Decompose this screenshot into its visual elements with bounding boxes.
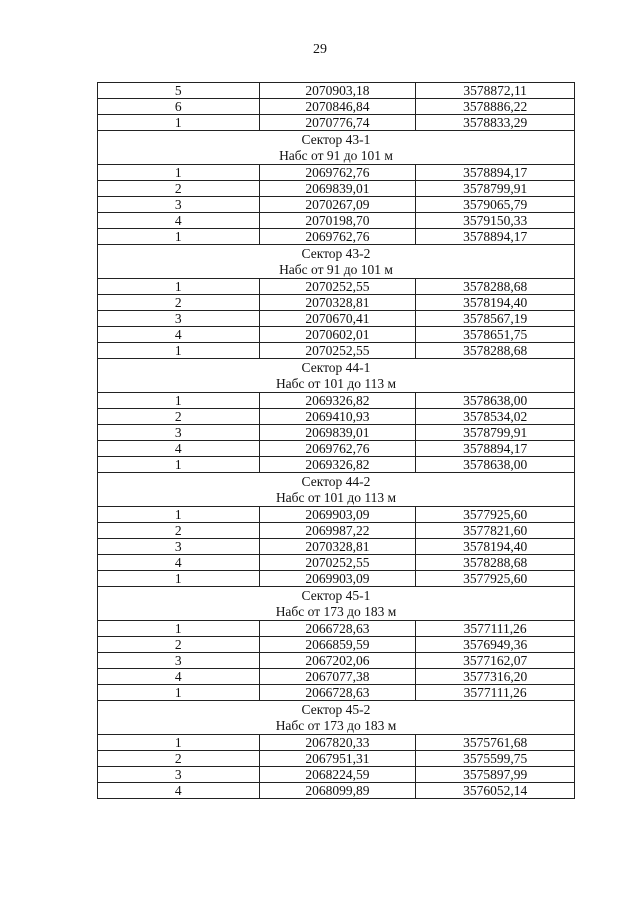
y-coordinate-cell: 3578894,17 (416, 441, 575, 457)
x-coordinate-cell: 2070267,09 (259, 197, 416, 213)
x-coordinate-cell: 2069762,76 (259, 441, 416, 457)
point-number-cell: 6 (98, 99, 260, 115)
table-row (98, 767, 575, 783)
point-number-cell: 4 (98, 441, 260, 457)
x-coordinate-cell: 2069326,82 (259, 457, 416, 473)
y-coordinate-cell: 3577162,07 (416, 653, 575, 669)
point-number-cell: 4 (98, 213, 260, 229)
point-number-cell: 1 (98, 457, 260, 473)
x-coordinate-cell: 2070198,70 (259, 213, 416, 229)
sector-header-cell (98, 131, 575, 165)
y-coordinate-cell: 3578288,68 (416, 343, 575, 359)
y-coordinate-cell: 3579065,79 (416, 197, 575, 213)
x-coordinate-cell: 2070846,84 (259, 99, 416, 115)
x-coordinate-cell: 2067077,38 (259, 669, 416, 685)
y-coordinate-cell: 3578567,19 (416, 311, 575, 327)
y-coordinate-cell: 3578534,02 (416, 409, 575, 425)
table-row (98, 539, 575, 555)
table-row (98, 229, 575, 245)
x-coordinate-cell: 2069987,22 (259, 523, 416, 539)
point-number-cell: 4 (98, 669, 260, 685)
sector-title: Сектор 45-2 (301, 701, 371, 717)
point-number-cell: 3 (98, 425, 260, 441)
table-row (98, 571, 575, 587)
sector-elevation-range: Набс от 173 до 183 м (275, 717, 397, 733)
x-coordinate-cell: 2070903,18 (259, 83, 416, 99)
x-coordinate-cell: 2069903,09 (259, 507, 416, 523)
table-row (98, 279, 575, 295)
sector-title: Сектор 43-1 (301, 131, 371, 147)
sector-elevation-range: Набс от 91 до 101 м (279, 261, 393, 277)
table-row (98, 441, 575, 457)
x-coordinate-cell: 2070252,55 (259, 555, 416, 571)
y-coordinate-cell: 3575897,99 (416, 767, 575, 783)
sector-elevation-range: Набс от 101 до 113 м (275, 489, 397, 505)
point-number-cell: 1 (98, 507, 260, 523)
point-number-cell: 2 (98, 637, 260, 653)
x-coordinate-cell: 2069762,76 (259, 165, 416, 181)
x-coordinate-cell: 2066859,59 (259, 637, 416, 653)
sector-header-cell (98, 473, 575, 507)
sector-header-cell (98, 359, 575, 393)
point-number-cell: 2 (98, 409, 260, 425)
table-row (98, 83, 575, 99)
point-number-cell: 1 (98, 735, 260, 751)
x-coordinate-cell: 2067202,06 (259, 653, 416, 669)
x-coordinate-cell: 2066728,63 (259, 685, 416, 701)
point-number-cell: 1 (98, 279, 260, 295)
x-coordinate-cell: 2069839,01 (259, 181, 416, 197)
y-coordinate-cell: 3578288,68 (416, 555, 575, 571)
table-row (98, 425, 575, 441)
sector-header-cell (98, 701, 575, 735)
point-number-cell: 3 (98, 767, 260, 783)
point-number-cell: 4 (98, 555, 260, 571)
y-coordinate-cell: 3577925,60 (416, 507, 575, 523)
table-row (98, 311, 575, 327)
x-coordinate-cell: 2068224,59 (259, 767, 416, 783)
sector-header-row (98, 245, 575, 279)
coordinates-table (97, 82, 575, 799)
table-row (98, 457, 575, 473)
point-number-cell: 1 (98, 621, 260, 637)
y-coordinate-cell: 3578638,00 (416, 393, 575, 409)
sector-elevation-range: Набс от 91 до 101 м (279, 147, 393, 163)
x-coordinate-cell: 2067951,31 (259, 751, 416, 767)
table-row (98, 181, 575, 197)
y-coordinate-cell: 3577821,60 (416, 523, 575, 539)
sector-title: Сектор 43-2 (301, 245, 371, 261)
table-row (98, 653, 575, 669)
point-number-cell: 1 (98, 115, 260, 131)
x-coordinate-cell: 2069326,82 (259, 393, 416, 409)
table-row (98, 783, 575, 799)
point-number-cell: 1 (98, 685, 260, 701)
y-coordinate-cell: 3578799,91 (416, 425, 575, 441)
x-coordinate-cell: 2070670,41 (259, 311, 416, 327)
y-coordinate-cell: 3577111,26 (416, 621, 575, 637)
point-number-cell: 1 (98, 571, 260, 587)
y-coordinate-cell: 3578638,00 (416, 457, 575, 473)
x-coordinate-cell: 2070252,55 (259, 279, 416, 295)
y-coordinate-cell: 3577111,26 (416, 685, 575, 701)
table-row (98, 327, 575, 343)
y-coordinate-cell: 3578833,29 (416, 115, 575, 131)
y-coordinate-cell: 3577925,60 (416, 571, 575, 587)
point-number-cell: 1 (98, 229, 260, 245)
table-row (98, 685, 575, 701)
page-number: 29 (313, 42, 327, 57)
y-coordinate-cell: 3578288,68 (416, 279, 575, 295)
y-coordinate-cell: 3578872,11 (416, 83, 575, 99)
x-coordinate-cell: 2066728,63 (259, 621, 416, 637)
table-row (98, 99, 575, 115)
y-coordinate-cell: 3578651,75 (416, 327, 575, 343)
sector-elevation-range: Набс от 173 до 183 м (275, 603, 397, 619)
point-number-cell: 2 (98, 181, 260, 197)
y-coordinate-cell: 3578894,17 (416, 165, 575, 181)
sector-header-row (98, 359, 575, 393)
x-coordinate-cell: 2070328,81 (259, 295, 416, 311)
point-number-cell: 3 (98, 311, 260, 327)
y-coordinate-cell: 3576949,36 (416, 637, 575, 653)
sector-title: Сектор 45-1 (301, 587, 371, 603)
table-row (98, 507, 575, 523)
table-row (98, 409, 575, 425)
y-coordinate-cell: 3578194,40 (416, 295, 575, 311)
table-row (98, 669, 575, 685)
table-row (98, 523, 575, 539)
point-number-cell: 4 (98, 783, 260, 799)
x-coordinate-cell: 2069839,01 (259, 425, 416, 441)
x-coordinate-cell: 2069410,93 (259, 409, 416, 425)
table-row (98, 115, 575, 131)
y-coordinate-cell: 3575761,68 (416, 735, 575, 751)
x-coordinate-cell: 2070252,55 (259, 343, 416, 359)
sector-header-row (98, 131, 575, 165)
table-row (98, 751, 575, 767)
table-row (98, 213, 575, 229)
point-number-cell: 4 (98, 327, 260, 343)
coordinates-table-body (98, 83, 575, 799)
sector-header-row (98, 587, 575, 621)
sector-header-row (98, 701, 575, 735)
point-number-cell: 2 (98, 523, 260, 539)
sector-elevation-range: Набс от 101 до 113 м (275, 375, 397, 391)
point-number-cell: 1 (98, 165, 260, 181)
table-row (98, 197, 575, 213)
sector-header-cell (98, 245, 575, 279)
point-number-cell: 3 (98, 197, 260, 213)
table-row (98, 735, 575, 751)
sector-title: Сектор 44-2 (301, 473, 371, 489)
table-row (98, 621, 575, 637)
y-coordinate-cell: 3578799,91 (416, 181, 575, 197)
table-row (98, 165, 575, 181)
x-coordinate-cell: 2070776,74 (259, 115, 416, 131)
table-row (98, 555, 575, 571)
x-coordinate-cell: 2067820,33 (259, 735, 416, 751)
x-coordinate-cell: 2070328,81 (259, 539, 416, 555)
table-row (98, 637, 575, 653)
x-coordinate-cell: 2069903,09 (259, 571, 416, 587)
y-coordinate-cell: 3579150,33 (416, 213, 575, 229)
point-number-cell: 5 (98, 83, 260, 99)
y-coordinate-cell: 3578194,40 (416, 539, 575, 555)
sector-header-cell (98, 587, 575, 621)
y-coordinate-cell: 3576052,14 (416, 783, 575, 799)
y-coordinate-cell: 3577316,20 (416, 669, 575, 685)
x-coordinate-cell: 2069762,76 (259, 229, 416, 245)
table-row (98, 295, 575, 311)
table-row (98, 393, 575, 409)
x-coordinate-cell: 2070602,01 (259, 327, 416, 343)
y-coordinate-cell: 3575599,75 (416, 751, 575, 767)
y-coordinate-cell: 3578886,22 (416, 99, 575, 115)
y-coordinate-cell: 3578894,17 (416, 229, 575, 245)
point-number-cell: 1 (98, 393, 260, 409)
table-row (98, 343, 575, 359)
x-coordinate-cell: 2068099,89 (259, 783, 416, 799)
point-number-cell: 3 (98, 653, 260, 669)
point-number-cell: 1 (98, 343, 260, 359)
sector-header-row (98, 473, 575, 507)
point-number-cell: 2 (98, 295, 260, 311)
sector-title: Сектор 44-1 (301, 359, 371, 375)
point-number-cell: 3 (98, 539, 260, 555)
point-number-cell: 2 (98, 751, 260, 767)
